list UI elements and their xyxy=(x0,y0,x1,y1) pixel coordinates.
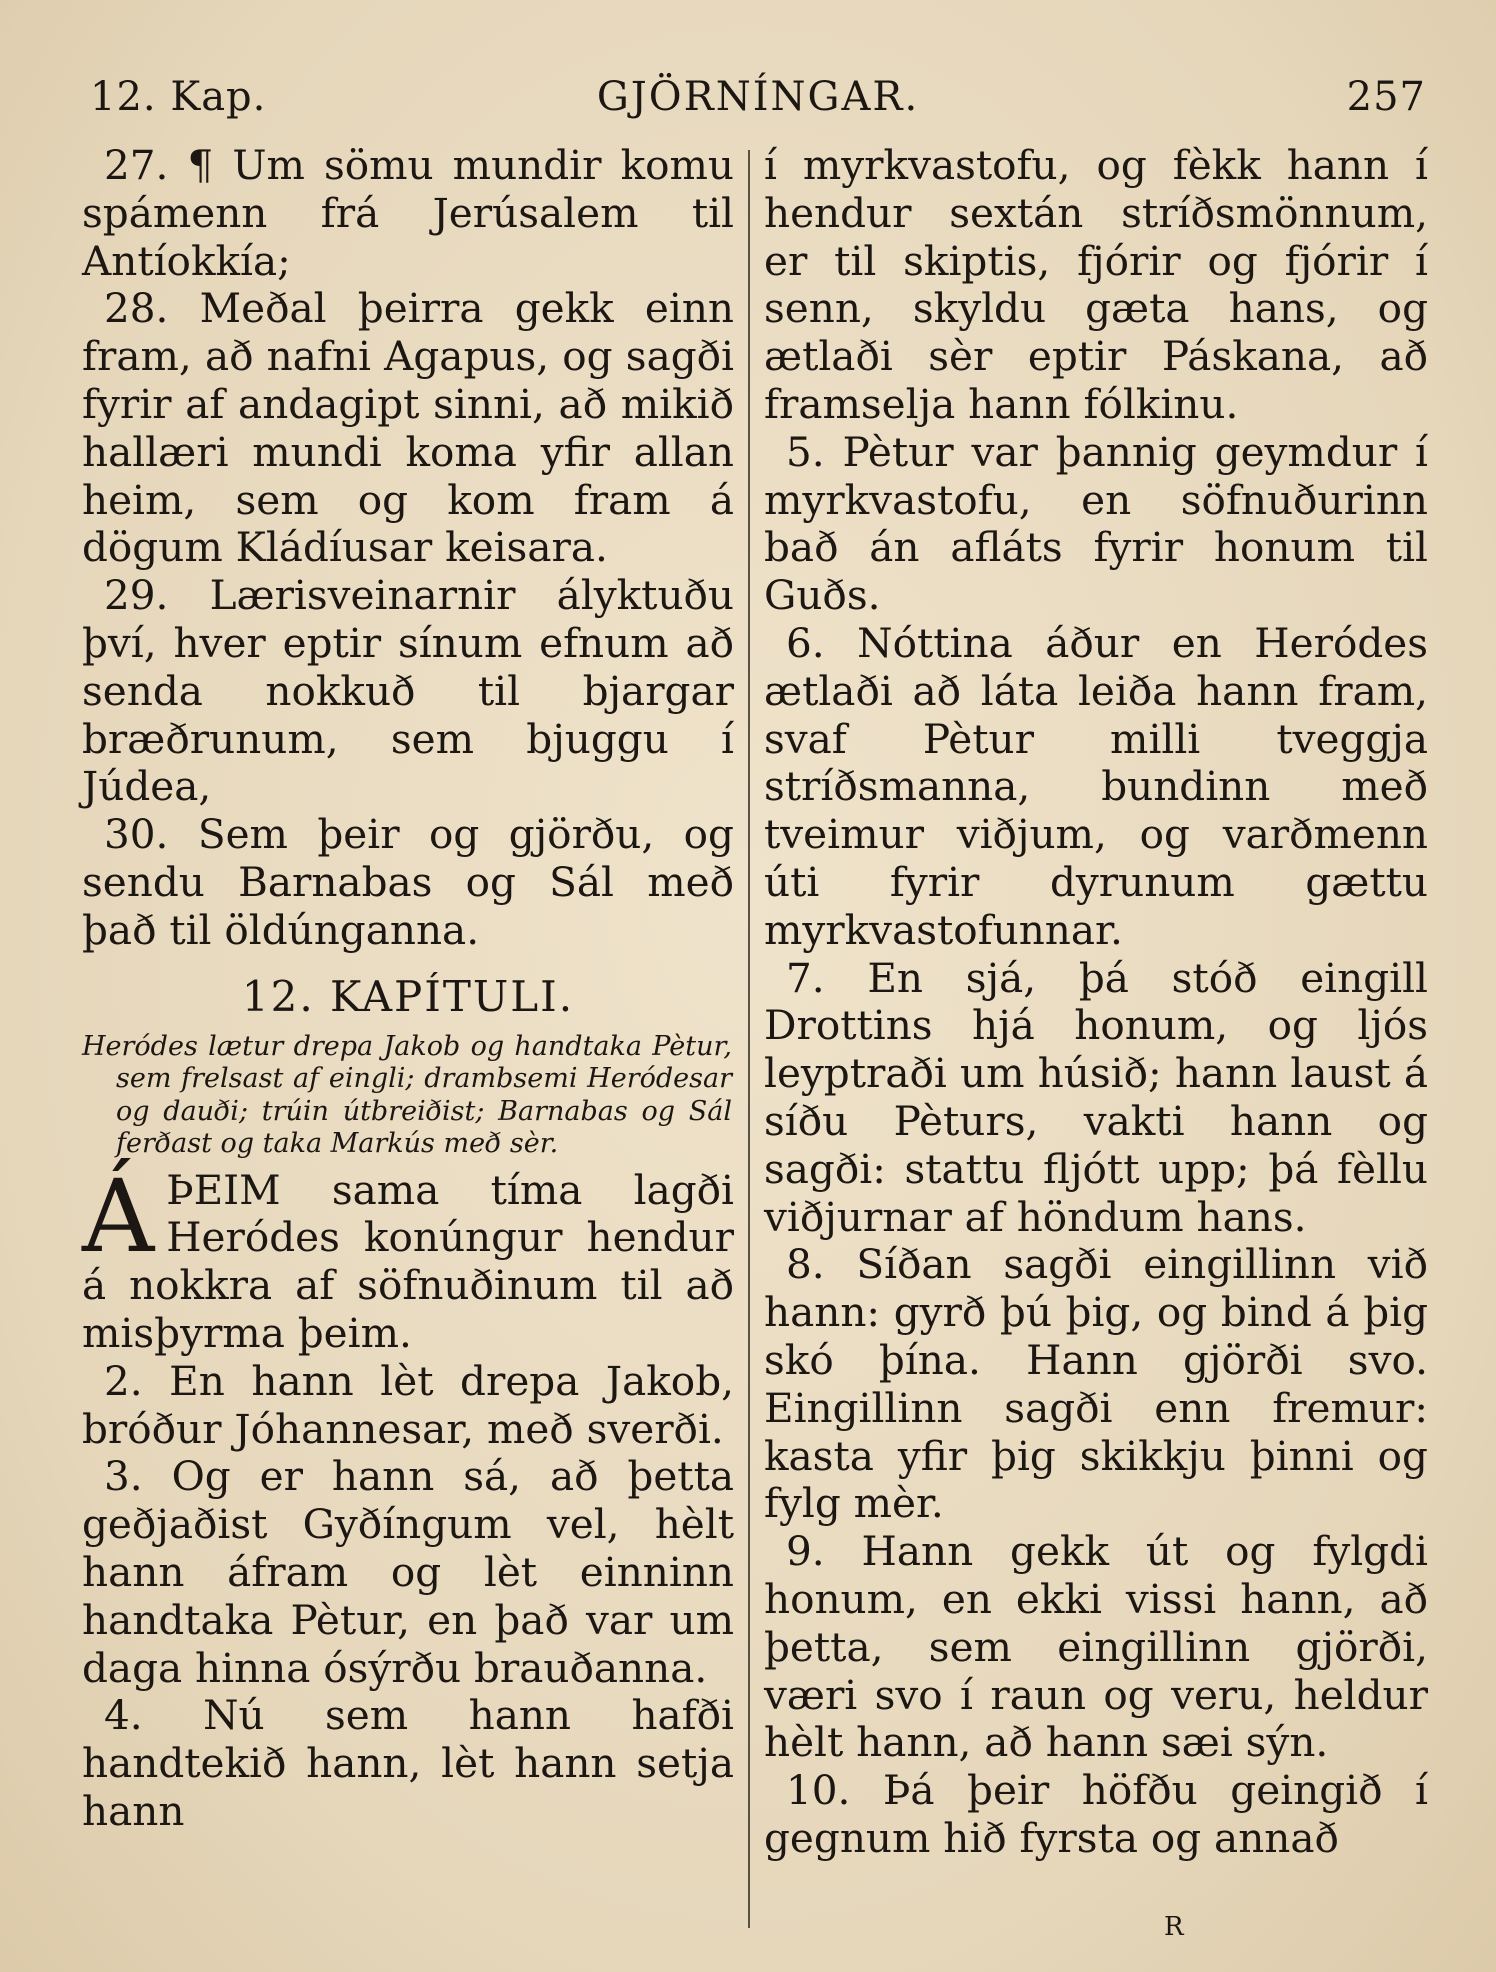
chapter-summary: Heródes lætur drepa Jakob og handtaka Pètur, sem frelsast af eingli; drambsemi Heródesar og dauði; trúin útbreiðist; Barnabas og Sál ferðast og taka Markús með sèr. xyxy=(82,1030,732,1160)
opening-verse xyxy=(82,1157,734,1358)
chapter-title: 12. KAPÍTULI. xyxy=(241,971,575,1021)
column-rule xyxy=(748,150,750,1928)
verse-3: 3. Og er hann sá, að þetta geðjaðist Gyðíngum vel, hèlt hann áfram og lèt einninn handtaka Pètur, en það var um daga hinna ósýrðu brauðanna. xyxy=(82,1452,734,1692)
right-column xyxy=(764,142,1428,1863)
verse-2: 2. En hann lèt drepa Jakob, bróður Jóhannesar, með sverði. xyxy=(82,1356,734,1453)
verse-6: 6. Nóttina áður en Heródes ætlaði að láta leiða hann fram, svaf Pètur milli tveggja stríðsmanna, bundinn með tveimur viðjum, og varðmenn úti fyrir dyrunum gættu myrkvastofunnar. xyxy=(764,618,1428,954)
chapter-label: 12. Kap. xyxy=(90,74,267,120)
left-column xyxy=(82,142,734,1836)
verse-10: 10. Þá þeir höfðu geingið í gegnum hið fyrsta og annað xyxy=(764,1766,1428,1862)
signature-mark: R xyxy=(1164,1912,1184,1942)
verse-7: 7. En sjá, þá stóð eingill Drottins hjá honum, og ljós leyptraði um húsið; hann laust á síðu Pèturs, vakti hann og sagði: stattu fljótt upp; þá fèllu viðjurnar af höndum hans. xyxy=(764,953,1428,1241)
verse-5: 5. Pètur var þannig geymdur í myrkvastofu, en söfnuðurinn bað án afláts fyrir honum til Guðs. xyxy=(764,427,1428,620)
verse-4-continuation: í myrkvastofu, og fèkk hann í hendur sextán stríðsmönnum, er til skiptis, fjórir og fjórir í senn, skyldu gæta hans, og ætlaði sèr eptir Páskana, að framselja hann fólkinu. xyxy=(764,141,1428,428)
opening-text: ÞEIM sama tíma lagði Heródes konúngur hendur á nokkra af söfnuðinum til að misþyrma þeim. xyxy=(82,1165,734,1357)
verse-28: 28. Meðal þeirra gekk einn fram, að nafni Agapus, og sagði fyrir af andagipt sinni, að mikið hallæri mundi koma yfir allan heim, sem og kom fram á dögum Kládíusar keisara. xyxy=(82,284,734,572)
page-number: 257 xyxy=(1346,74,1426,120)
verse-27: 27. ¶ Um sömu mundir komu spámenn frá Jerúsalem til Antíokkía; xyxy=(82,141,734,285)
drop-cap: Á xyxy=(82,1157,155,1275)
running-header xyxy=(90,74,1426,130)
verse-29: 29. Lærisveinarnir ályktuðu því, hver eptir sínum efnum að senda nokkuð til bjargar bræðrunum, sem bjuggu í Júdea, xyxy=(82,571,734,811)
book-title: GJÖRNÍNGAR. xyxy=(596,74,920,120)
verse-8: 8. Síðan sagði eingillinn við hann: gyrð þú þig, og bind á þig skó þína. Hann gjörði svo. Eingillinn sagði enn fremur: kasta yfir þig skikkju þinni og fylg mèr. xyxy=(764,1240,1428,1528)
verse-30: 30. Sem þeir og gjörðu, og sendu Barnabas og Sál með það til öldúnganna. xyxy=(82,810,734,954)
verse-9: 9. Hann gekk út og fylgdi honum, en ekki vissi hann, að þetta, sem eingillinn gjörði, væri svo í raun og veru, heldur hèlt hann, að hann sæi sýn. xyxy=(764,1527,1428,1767)
verse-4: 4. Nú sem hann hafði handtekið hann, lèt hann setja hann xyxy=(82,1691,734,1835)
